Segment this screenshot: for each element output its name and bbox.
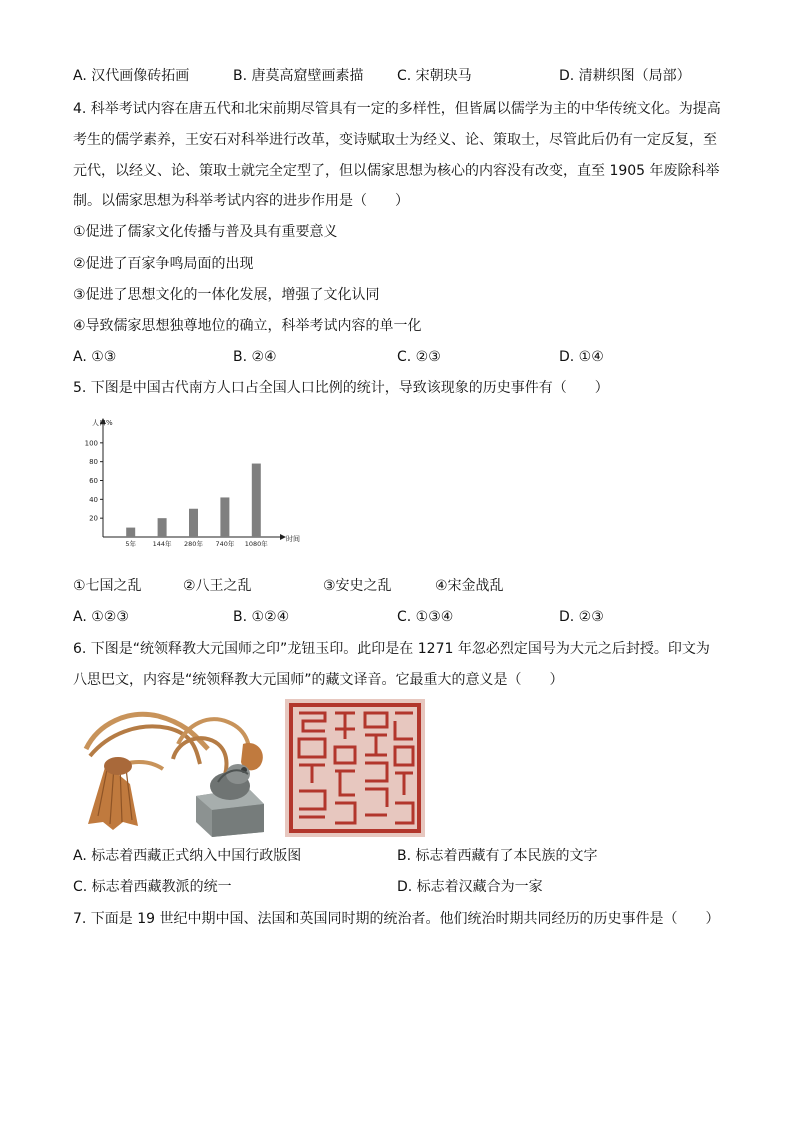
q4-stem-line-3: 元代，以经义、论、策取士就完全定型了，但以儒家思想为核心的内容没有改变，直至 1905 年废除科举	[73, 163, 720, 179]
chart-bar	[158, 518, 167, 537]
q6-option-c: C. 标志着西藏教派的统一	[73, 879, 232, 895]
q3-option-b: B. 唐莫高窟壁画素描	[233, 68, 364, 84]
q5-statement-2: ②八王之乱	[183, 578, 252, 594]
chart-bar	[189, 509, 198, 537]
chart-x-axis-label: 时间	[286, 535, 300, 543]
q4-statement-3: ③促进了思想文化的一体化发展，增强了文化认同	[73, 287, 380, 303]
q4-stem-line-2: 考生的儒学素养，王安石对科举进行改革，变诗赋取士为经义、论、策取士，尽管此后仍有一定反复，至	[73, 132, 717, 148]
q4-statement-1: ①促进了儒家文化传播与普及具有重要意义	[73, 224, 338, 240]
q5-statement-4: ④宋金战乱	[435, 578, 504, 594]
chart-bar	[126, 528, 135, 537]
q4-statement-4: ④导致儒家思想独尊地位的确立，科举考试内容的单一化	[73, 318, 422, 334]
chart-y-tick-label: 40	[89, 495, 98, 504]
chart-category-label: 1080年	[244, 540, 268, 548]
q3-option-a: A. 汉代画像砖拓画	[73, 68, 190, 84]
q5-statement-1: ①七国之乱	[73, 578, 142, 594]
chart-y-tick-label: 80	[89, 458, 98, 467]
q5-stem: 5. 下图是中国古代南方人口占全国人口比例的统计，导致该现象的历史事件有（ ）	[73, 380, 609, 396]
q6-stem-line-1: 6. 下图是“统领释教大元国师之印”龙钮玉印。此印是在 1271 年忽必烈定国号为大元之后封授。印文为	[73, 641, 710, 657]
q5-option-d: D. ②③	[559, 609, 604, 625]
jade-seal-photo	[78, 704, 274, 837]
q4-stem-line-4: 制。以儒家思想为科举考试内容的进步作用是（ ）	[73, 193, 409, 209]
chart-y-axis-label: 人口%	[92, 419, 113, 427]
q5-statement-3: ③安史之乱	[323, 578, 392, 594]
chart-category-label: 280年	[184, 540, 203, 548]
q6-option-b: B. 标志着西藏有了本民族的文字	[397, 848, 598, 864]
chart-y-tick-label: 100	[84, 439, 98, 448]
chart-bar	[220, 497, 229, 537]
population-bar-chart	[80, 412, 310, 552]
q4-stem-line-1: 4. 科举考试内容在唐五代和北宋前期尽管具有一定的多样性，但皆属以儒学为主的中华传统文化。为提高	[73, 101, 721, 117]
q6-stem-line-2: 八思巴文，内容是“统领释教大元国师”的藏文译音。它最重大的意义是（ ）	[73, 672, 564, 688]
q7-stem: 7. 下面是 19 世纪中期中国、法国和英国同时期的统治者。他们统治时期共同经历的历史事件是（ ）	[73, 911, 720, 927]
q3-option-c: C. 宋朝玦马	[397, 68, 472, 84]
chart-category-label: 740年	[215, 540, 235, 548]
q5-option-a: A. ①②③	[73, 609, 129, 625]
chart-category-label: 144年	[152, 540, 172, 548]
q4-option-b: B. ②④	[233, 349, 277, 365]
chart-y-tick-label: 20	[89, 514, 98, 523]
q5-option-b: B. ①②④	[233, 609, 290, 625]
q4-option-a: A. ①③	[73, 349, 117, 365]
chart-category-label: 5年	[125, 540, 137, 548]
chart-y-tick-label: 60	[89, 477, 98, 485]
chart-bar	[252, 464, 261, 537]
q5-option-c: C. ①③④	[397, 609, 454, 625]
q6-option-a: A. 标志着西藏正式纳入中国行政版图	[73, 848, 302, 864]
seal-impression-photo	[285, 699, 425, 837]
q6-option-d: D. 标志着汉藏合为一家	[397, 879, 543, 895]
q4-statement-2: ②促进了百家争鸣局面的出现	[73, 256, 254, 272]
q3-option-d: D. 清耕织图（局部）	[559, 68, 691, 84]
q4-option-c: C. ②③	[397, 349, 441, 365]
q4-option-d: D. ①④	[559, 349, 604, 365]
